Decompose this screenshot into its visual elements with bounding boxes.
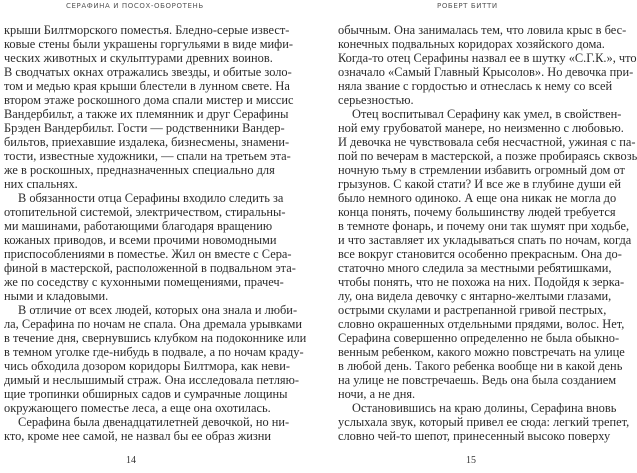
text-line: ночную тьму в стремлении избавить огромный дом от: [338, 163, 625, 177]
text-line: В сводчатых окнах отражались звезды, и обитые золо-: [4, 65, 292, 79]
right-page-text: [338, 23, 637, 443]
text-line: ческих животных и скульптурами древних воинов.: [4, 51, 273, 65]
text-line: щие тропинки обширных садов и сумрачные лощины: [4, 387, 288, 401]
text-line: в темноте фонарь, и почему они так шумят при ходьбе,: [338, 219, 630, 233]
text-line: кожаных приводов, и всеми прочими новомодными: [4, 233, 277, 247]
text-line: Серафина была двенадцатилетней девочкой, но ни-: [18, 415, 290, 429]
text-line: том и медью края крыши блестели в лунном свете. На: [4, 79, 290, 93]
text-line: же по соседству с кухонными помещениями, прачеч-: [4, 275, 284, 289]
page-number-left: 14: [126, 455, 136, 466]
text-line: ла, Серафина по ночам не спала. Она дремала урывками: [4, 317, 303, 331]
left-page-text: [4, 23, 307, 443]
text-line: няла звание с гордостью и отнеслась к нему со всей: [338, 79, 613, 93]
text-line: Серафина совершенно определенно не была обыкно-: [338, 331, 620, 345]
text-line: И девочка не чувствовала себя несчастной, ужиная с па-: [338, 135, 636, 149]
text-line: Вандербильт, а также их племянник и друг Серафины: [4, 107, 289, 121]
text-line: серьезностью.: [338, 93, 414, 107]
text-line: Остановившись на краю долины, Серафина вновь: [352, 401, 617, 415]
text-line: финой в мастерской, расположенной в подвальном эта-: [4, 261, 296, 275]
text-line: и что заставляет их укладываться спать по ночам, когда: [338, 233, 632, 247]
text-line: димый и неслышимый страж. Она исследовала петляю-: [4, 373, 299, 387]
text-line: Брэден Вандербильт. Гости — родственники Вандер-: [4, 121, 285, 135]
text-line: пой по вечерам в мастерской, а позже пробираясь сквозь: [338, 149, 637, 163]
text-line: конца понять, почему большинству людей требуется: [338, 205, 616, 219]
text-line: ными и кладовыми.: [4, 289, 109, 303]
text-line: в темном уголке где-нибудь в подвале, а по ночам краду-: [4, 345, 304, 359]
text-line: в течение дня, свернувшись клубком на подоконнике или: [4, 331, 307, 345]
text-line: острыми скулами и растрепанной гривой пестрых,: [338, 303, 607, 317]
text-line: ночи, а не дня.: [338, 387, 416, 401]
text-line: на улице не повстречаешь. Ведь она была созданием: [338, 373, 617, 387]
text-line: в любой день. Такого ребенка вообще ни в какой день: [338, 359, 623, 373]
text-line: все вокруг становится особенно прекрасным. Она до-: [338, 247, 622, 261]
text-line: втором этаже роскошного дома спали мистер и миссис: [4, 93, 294, 107]
text-line: статочно много следила за местными ребятишками,: [338, 261, 612, 275]
text-line: ной ему грубоватой манере, но неизменно с любовью.: [338, 121, 624, 135]
text-line: же в роскошных, предназначенных специально для: [4, 163, 275, 177]
text-line: чись обходила дозором коридоры Билтмора, как неви-: [4, 359, 291, 373]
text-line: было немного одиноко. А еще она никак не могла до: [338, 191, 617, 205]
text-line: окружающего поместье леса, а еще она охотилась.: [4, 401, 271, 415]
text-line: венным ребенком, какого можно повстречать на улице: [338, 345, 625, 359]
text-line: кто, кроме нее самой, не назвал бы ее образ жизни: [4, 429, 272, 443]
text-line: них спальнях.: [4, 177, 78, 191]
text-line: бильтов, приехавшие издалека, бизнесмены, знамени-: [4, 135, 290, 149]
text-line: грызунов. С какой стати? И все же в глубине души ей: [338, 177, 621, 191]
text-line: В отличие от всех людей, которых она знала и люби-: [18, 303, 298, 317]
text-line: лу, она видела девочку с янтарно-желтыми глазами,: [338, 289, 612, 303]
text-line: услыхала звук, который привел ее сюда: легкий трепет,: [338, 415, 630, 429]
running-head-left: СЕРАФИНА И ПОСОХ-ОБОРОТЕНЬ: [66, 2, 204, 10]
text-line: словно чей-то шепот, принесенный высоко поверху: [338, 429, 611, 443]
text-line: ковые стены были украшены горгульями в виде мифи-: [4, 37, 293, 51]
text-line: словно окрашенных отдельными прядями, волос. Нет,: [338, 317, 625, 331]
page-number-right: 15: [466, 455, 476, 466]
left-page: [0, 0, 307, 473]
running-head-right: РОБЕРТ БИТТИ: [437, 2, 498, 10]
text-line: обычным. Она занималась тем, что ловила крыс в бес-: [338, 23, 627, 37]
text-line: крыши Билтморского поместья. Бледно-серые извест-: [4, 23, 290, 37]
text-line: В обязанности отца Серафины входило следить за: [18, 191, 284, 205]
right-page: [300, 0, 637, 473]
text-line: Когда-то отец Серафины назвал ее в шутку «С.Г.К.», что: [338, 51, 637, 65]
text-line: конечных подвальных коридорах хозяйского дома.: [338, 37, 605, 51]
text-line: ми машинами, работающими благодаря вращению: [4, 219, 273, 233]
text-line: Отец воспитывал Серафину как умел, в свойствен-: [352, 107, 622, 121]
text-line: тости, известные художники, — спали на третьем эта-: [4, 149, 291, 163]
text-line: чтобы понять, что не похожа на них. Подойдя к зерка-: [338, 275, 625, 289]
text-line: означало «Самый Главный Крысолов». Но девочка при-: [338, 65, 634, 79]
text-line: отопительной системой, электричеством, стиральны-: [4, 205, 286, 219]
text-line: приспособлениями в поместье. Жил он вместе с Сера-: [4, 247, 292, 261]
